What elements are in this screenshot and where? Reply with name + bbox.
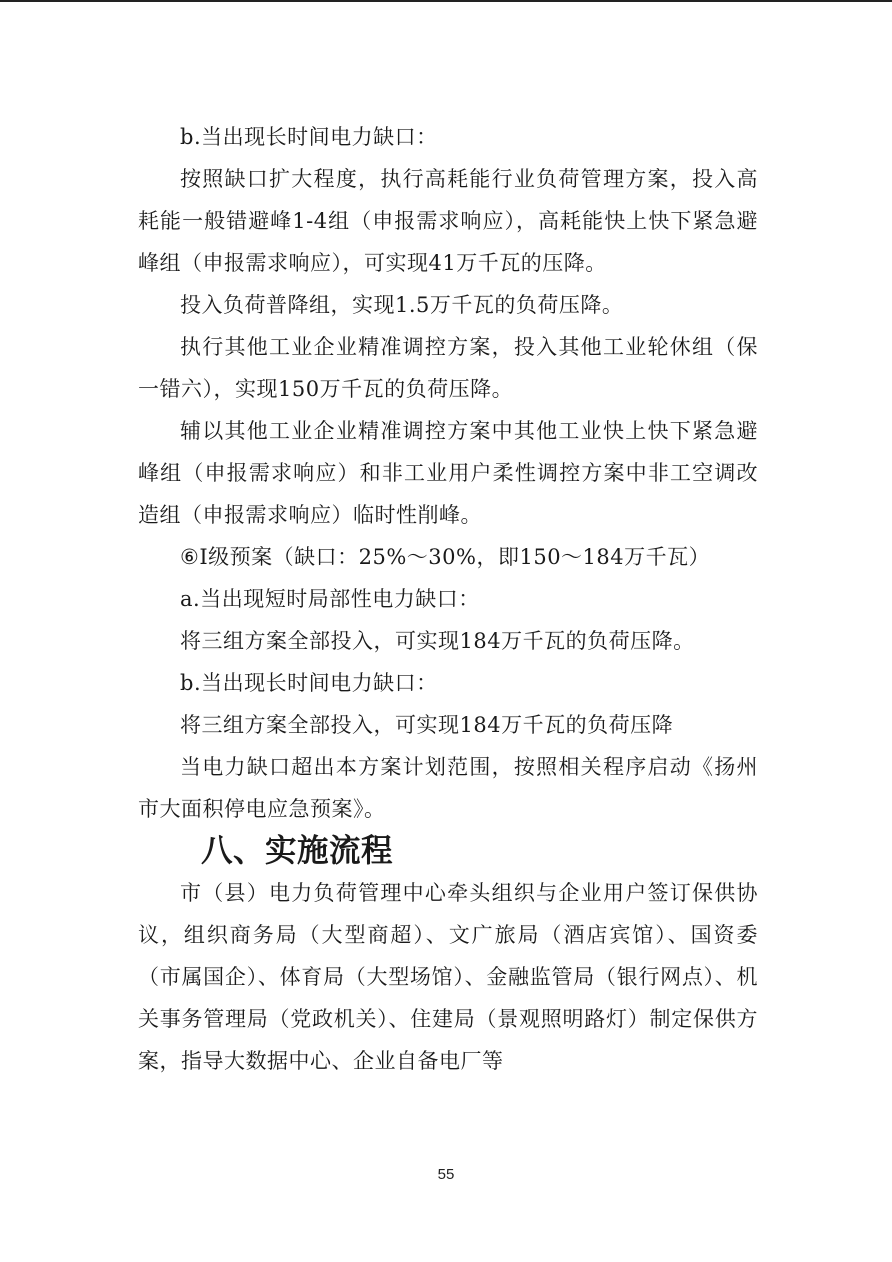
paragraph-emergency-plan: 当电力缺口超出本方案计划范围，按照相关程序启动《扬州市大面积停电应急预案》。 — [138, 755, 758, 821]
paragraph-short-gap-heading: a.当出现短时局部性电力缺口： — [180, 587, 480, 611]
paragraph-long-gap-action: 将三组方案全部投入，可实现184万千瓦的负荷压降 — [180, 713, 674, 737]
paragraph-level-one-plan: ⑥I级预案（缺口：25%～30%，即150～184万千瓦） — [180, 545, 711, 569]
paragraph-long-gap-heading: b.当出现长时间电力缺口： — [180, 125, 438, 149]
top-border-line — [0, 0, 892, 2]
document-body — [138, 116, 758, 1082]
paragraph-long-gap-heading-2: b.当出现长时间电力缺口： — [180, 671, 438, 695]
paragraph-implementation-process: 市（县）电力负荷管理中心牵头组织与企业用户签订保供协议，组织商务局（大型商超）、文广旅局（酒店宾馆）、国资委（市属国企）、体育局（大型场馆）、金融监管局（银行网点）、机关事务管理局（党政机关）、住建局（景观照明路灯）制定保供方案，指导大数据中心、企业自备电厂等 — [138, 881, 758, 1073]
paragraph-high-energy-plan: 按照缺口扩大程度，执行高耗能行业负荷管理方案，投入高耗能一般错避峰1-4组（申报需求响应），高耗能快上快下紧急避峰组（申报需求响应），可实现41万千瓦的压降。 — [138, 167, 758, 275]
paragraph-other-industry-plan: 执行其他工业企业精准调控方案，投入其他工业轮休组（保一错六），实现150万千瓦的负荷压降。 — [138, 335, 758, 401]
section-heading: 八、实施流程 — [201, 833, 394, 869]
page-number: 55 — [437, 1166, 455, 1183]
paragraph-general-reduction: 投入负荷普降组，实现1.5万千瓦的负荷压降。 — [180, 293, 624, 317]
paragraph-supplementary-peak-shaving: 辅以其他工业企业精准调控方案中其他工业快上快下紧急避峰组（申报需求响应）和非工业用户柔性调控方案中非工空调改造组（申报需求响应）临时性削峰。 — [138, 419, 758, 527]
paragraph-short-gap-action: 将三组方案全部投入，可实现184万千瓦的负荷压降。 — [180, 629, 695, 653]
